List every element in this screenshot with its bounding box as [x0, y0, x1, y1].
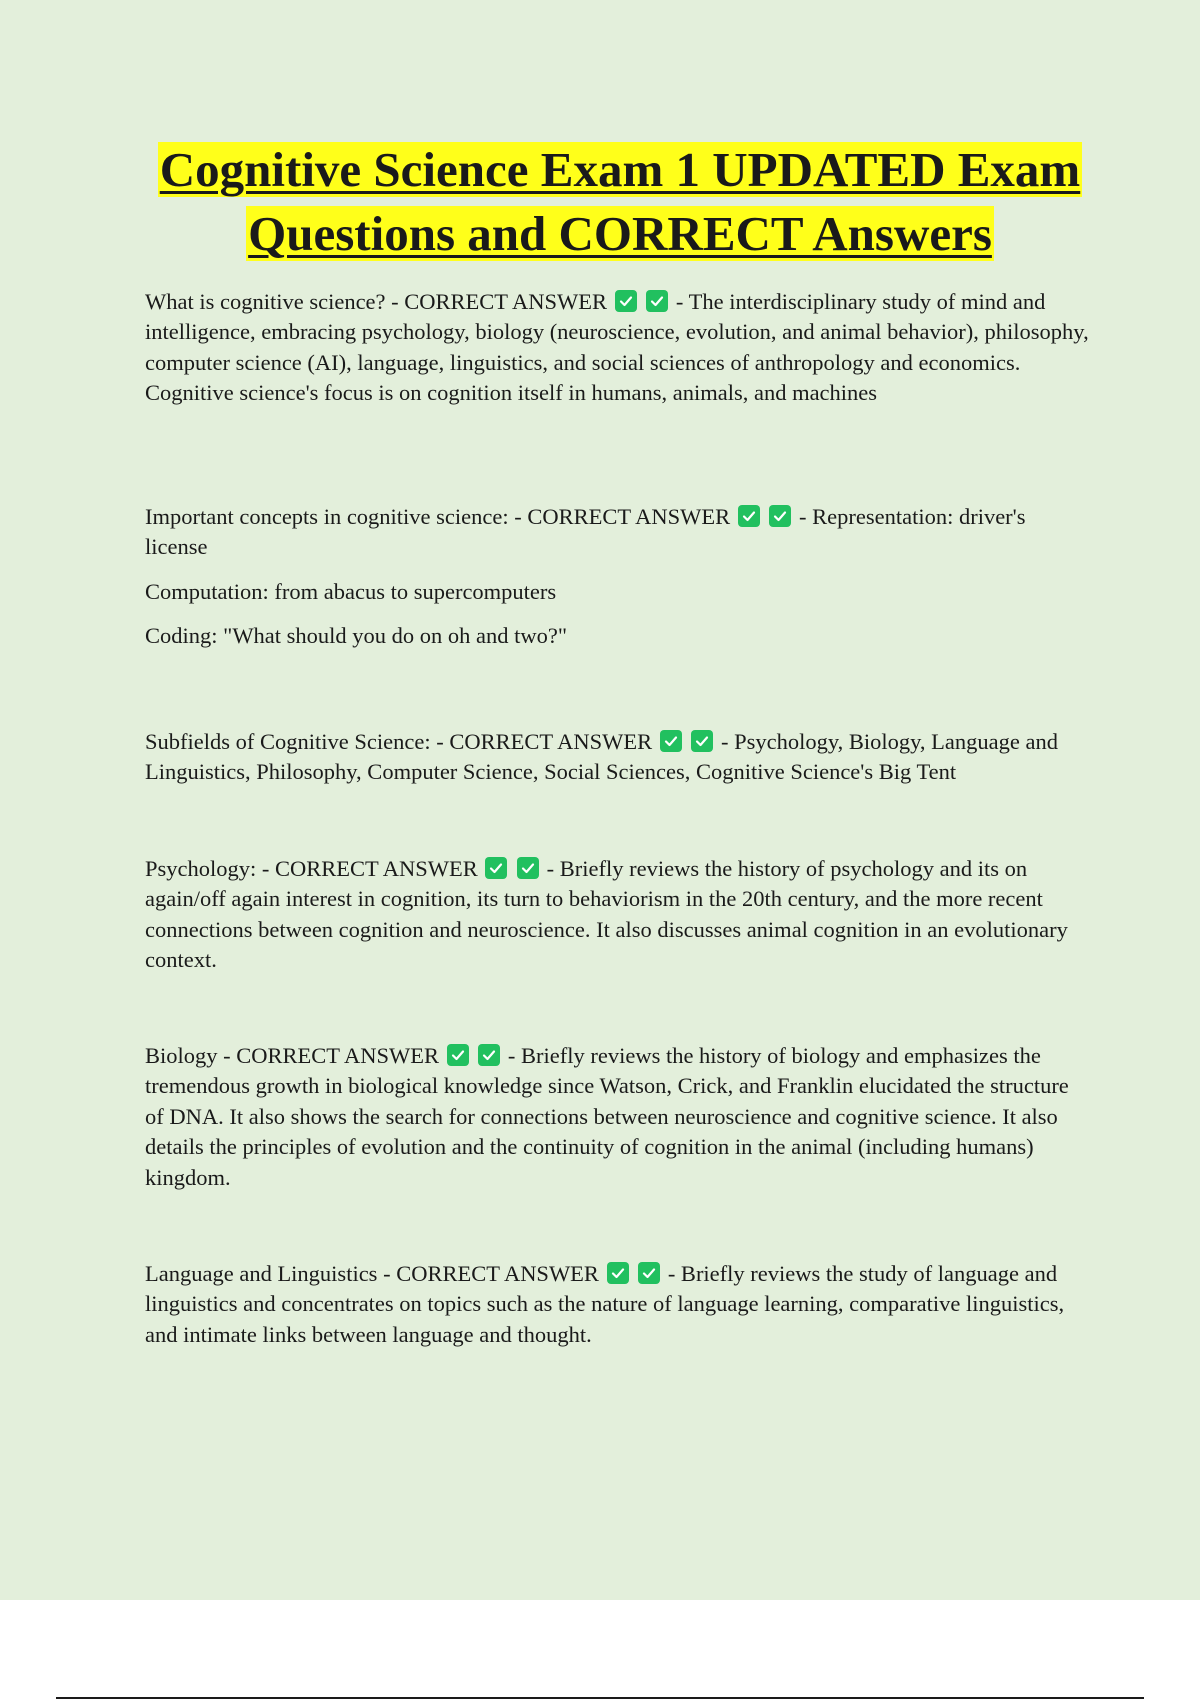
- qa-item: [145, 854, 1090, 990]
- qa-paragraph: [145, 854, 1090, 976]
- question-text: Important concepts in cognitive science:: [145, 504, 509, 529]
- qa-item: [145, 1041, 1090, 1207]
- answer-text: - Briefly reviews the study of language and linguistics and concentrates on topics such as the nature of language learning, comparative linguistics, and intimate links between language and thought.: [145, 1261, 1065, 1347]
- document-title: [110, 138, 1130, 266]
- qa-extra-line: Computation: from abacus to supercomputers: [145, 578, 557, 604]
- question-text: Subfields of Cognitive Science:: [145, 729, 431, 754]
- answer-text: - Briefly reviews the history of psychology and its on again/off again interest in cognition, its turn to behaviorism in the 20th century, and the more recent connections between cognition and neuroscience. It also discusses animal cognition in an evolutionary context.: [145, 856, 1068, 973]
- question-text: Language and Linguistics: [145, 1261, 378, 1286]
- answer-text: - Psychology, Biology, Language and Linguistics, Philosophy, Computer Science, Social Sciences, Cognitive Science's Big Tent: [145, 729, 1058, 785]
- qa-paragraph: [145, 727, 1090, 788]
- check-mark-icon: [447, 1044, 469, 1066]
- check-mark-icon: [478, 1044, 500, 1066]
- qa-item: [145, 502, 1090, 666]
- answer-marker: - CORRECT ANSWER: [383, 1261, 599, 1286]
- check-mark-icon: [769, 505, 791, 527]
- answer-marker: - CORRECT ANSWER: [514, 504, 731, 529]
- check-mark-icon: [738, 505, 760, 527]
- qa-extra-line: Coding: "What should you do on oh and two?": [145, 623, 568, 649]
- check-mark-icon: [638, 1262, 660, 1284]
- qa-paragraph: [145, 287, 1090, 409]
- footer-divider: [56, 1697, 1144, 1699]
- question-text: Biology: [145, 1043, 218, 1068]
- check-mark-icon: [660, 730, 682, 752]
- answer-text: - The interdisciplinary study of mind and intelligence, embracing psychology, biology (neuroscience, evolution, and animal behavior), philosophy, computer science (AI), language, linguistics, and social sciences of anthropology and economics. Cognitive science's focus is on cognition itself in humans, animals, and machines: [145, 289, 1089, 406]
- title-line-2: Questions and CORRECT Answers: [248, 206, 992, 261]
- answer-marker: - CORRECT ANSWER: [391, 289, 608, 314]
- answer-marker: - CORRECT ANSWER: [223, 1043, 439, 1068]
- check-mark-icon: [646, 290, 668, 312]
- answer-text: - Briefly reviews the history of biology and emphasizes the tremendous growth in biological knowledge since Watson, Crick, and Franklin elucidated the structure of DNA. It also shows the search for connections between neuroscience and cognitive science. It also details the principles of evolution and the continuity of cognition in the animal (including humans) kingdom.: [145, 1043, 1069, 1190]
- answer-text: - Representation: driver's license: [145, 504, 1026, 560]
- qa-paragraph: [145, 502, 1090, 563]
- check-mark-icon: [485, 857, 507, 879]
- qa-item: [145, 1259, 1090, 1364]
- qa-paragraph: [145, 1041, 1090, 1193]
- answer-marker: - CORRECT ANSWER: [261, 856, 478, 881]
- title-line-1: Cognitive Science Exam 1 UPDATED Exam: [159, 142, 1081, 197]
- check-mark-icon: [517, 857, 539, 879]
- qa-item: [145, 727, 1090, 802]
- check-mark-icon: [607, 1262, 629, 1284]
- question-text: What is cognitive science?: [145, 289, 386, 314]
- answer-marker: - CORRECT ANSWER: [436, 729, 653, 754]
- qa-paragraph: [145, 1259, 1090, 1350]
- question-text: Psychology:: [145, 856, 257, 881]
- qa-item: [145, 287, 1090, 423]
- check-mark-icon: [691, 730, 713, 752]
- check-mark-icon: [615, 290, 637, 312]
